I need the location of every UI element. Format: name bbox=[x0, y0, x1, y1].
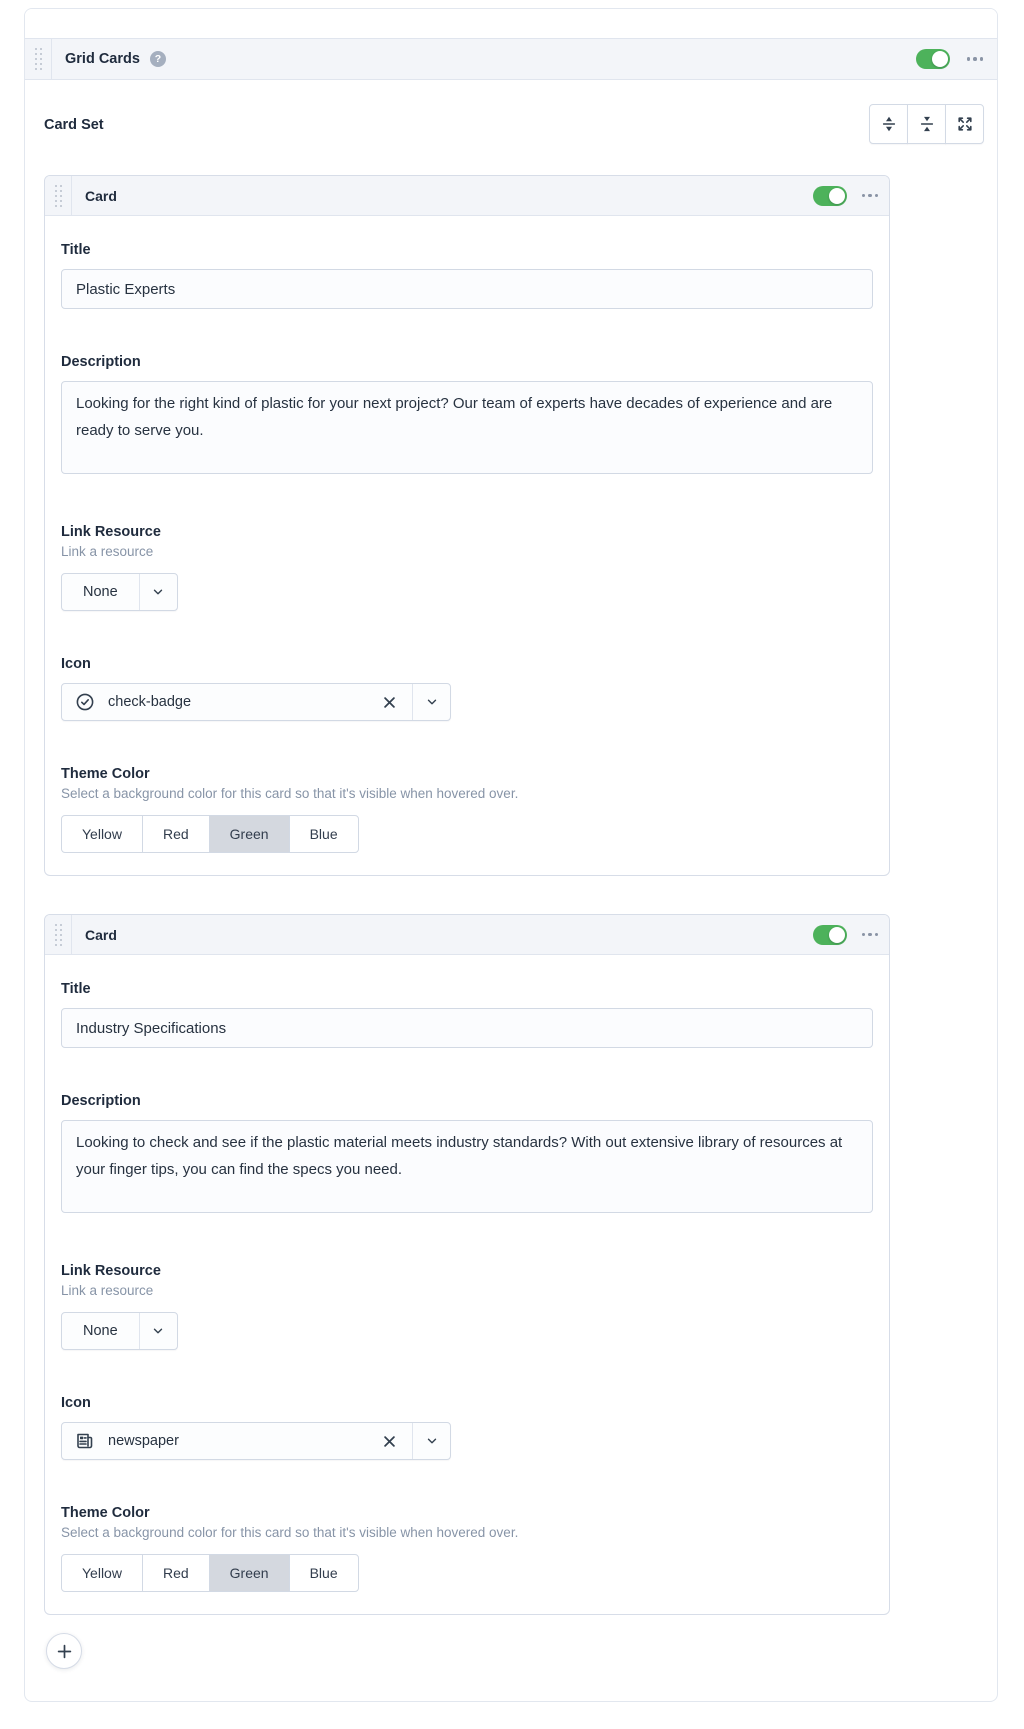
card-2-header bbox=[45, 915, 889, 955]
card-1-enabled-toggle[interactable] bbox=[813, 186, 847, 206]
link-resource-select[interactable] bbox=[61, 1312, 178, 1350]
theme-color-button-group bbox=[61, 815, 359, 853]
theme-option-green[interactable]: Green bbox=[209, 815, 290, 853]
card-2-title-label: Card bbox=[85, 926, 117, 943]
section-drag-handle[interactable] bbox=[25, 39, 52, 79]
fullscreen-button[interactable] bbox=[945, 104, 984, 144]
theme-option-blue[interactable]: Blue bbox=[289, 1554, 359, 1592]
icon-clear-button[interactable] bbox=[380, 693, 399, 712]
theme-option-yellow[interactable]: Yellow bbox=[61, 815, 143, 853]
description-textarea[interactable] bbox=[61, 1120, 873, 1213]
icon-combobox[interactable] bbox=[61, 683, 451, 721]
link-resource-selected-value: None bbox=[62, 574, 140, 610]
description-textarea[interactable] bbox=[61, 381, 873, 474]
collapse-all-icon bbox=[919, 116, 935, 132]
icon-combobox[interactable] bbox=[61, 1422, 451, 1460]
set-toolbar bbox=[869, 104, 984, 144]
check-badge-icon bbox=[75, 692, 95, 712]
card-1-header bbox=[45, 176, 889, 216]
icon-combobox-chevron-button[interactable] bbox=[413, 684, 450, 720]
link-resource-instructions: Link a resource bbox=[61, 544, 154, 559]
description-field-label: Description bbox=[61, 1093, 141, 1109]
chevron-down-icon bbox=[151, 1324, 165, 1338]
card-item-2 bbox=[44, 914, 890, 1615]
icon-selected-value: check-badge bbox=[108, 694, 192, 710]
expand-all-button[interactable] bbox=[869, 104, 908, 144]
select-chevron-button[interactable] bbox=[140, 574, 177, 610]
section-body bbox=[25, 80, 997, 1685]
theme-option-green[interactable]: Green bbox=[209, 1554, 290, 1592]
section-enabled-toggle[interactable] bbox=[916, 49, 950, 69]
icon-combobox-chevron-button[interactable] bbox=[413, 1423, 450, 1459]
help-icon[interactable]: ? bbox=[150, 51, 166, 67]
add-card-button[interactable] bbox=[46, 1633, 82, 1669]
chevron-down-icon bbox=[425, 695, 439, 709]
link-resource-field-label: Link Resource bbox=[61, 1263, 161, 1279]
theme-color-instructions: Select a background color for this card so that it's visible when hovered over. bbox=[61, 786, 519, 801]
title-input[interactable] bbox=[61, 269, 873, 309]
card-2-options-menu-icon[interactable] bbox=[862, 929, 879, 941]
icon-field-label: Icon bbox=[61, 656, 91, 672]
icon-combobox-main[interactable] bbox=[62, 684, 413, 720]
field-description bbox=[61, 1093, 873, 1218]
field-icon bbox=[61, 656, 873, 721]
field-link-resource bbox=[61, 524, 873, 611]
card-set bbox=[44, 175, 890, 1669]
theme-option-red[interactable]: Red bbox=[142, 1554, 210, 1592]
title-input[interactable] bbox=[61, 1008, 873, 1048]
card-2-enabled-toggle[interactable] bbox=[813, 925, 847, 945]
theme-option-red[interactable]: Red bbox=[142, 815, 210, 853]
publish-container bbox=[24, 8, 998, 1702]
card-set-label: Card Set bbox=[44, 117, 104, 133]
field-title bbox=[61, 242, 873, 309]
theme-color-field-label: Theme Color bbox=[61, 766, 150, 782]
section-title: Grid Cards bbox=[65, 51, 140, 67]
chevron-down-icon bbox=[151, 585, 165, 599]
title-field-label: Title bbox=[61, 981, 91, 997]
drag-dots-icon bbox=[55, 185, 62, 207]
newspaper-icon bbox=[75, 1431, 95, 1451]
link-resource-selected-value: None bbox=[62, 1313, 140, 1349]
field-theme-color bbox=[61, 1505, 873, 1592]
field-icon bbox=[61, 1395, 873, 1460]
section-header-grid-cards bbox=[25, 38, 997, 80]
icon-selected-value: newspaper bbox=[108, 1433, 179, 1449]
theme-color-field-label: Theme Color bbox=[61, 1505, 150, 1521]
theme-color-instructions: Select a background color for this card so that it's visible when hovered over. bbox=[61, 1525, 519, 1540]
link-resource-instructions: Link a resource bbox=[61, 1283, 154, 1298]
card-1-drag-handle[interactable] bbox=[45, 176, 72, 215]
icon-clear-button[interactable] bbox=[380, 1432, 399, 1451]
fullscreen-icon bbox=[957, 116, 973, 132]
description-field-label: Description bbox=[61, 354, 141, 370]
icon-field-label: Icon bbox=[61, 1395, 91, 1411]
card-1-title-label: Card bbox=[85, 187, 117, 204]
collapse-all-button[interactable] bbox=[907, 104, 946, 144]
expand-all-icon bbox=[881, 116, 897, 132]
theme-option-blue[interactable]: Blue bbox=[289, 815, 359, 853]
clear-x-icon bbox=[384, 1436, 395, 1447]
field-title bbox=[61, 981, 873, 1048]
drag-dots-icon bbox=[35, 48, 42, 70]
field-link-resource bbox=[61, 1263, 873, 1350]
chevron-down-icon bbox=[425, 1434, 439, 1448]
plus-icon bbox=[57, 1644, 72, 1659]
card-1-options-menu-icon[interactable] bbox=[862, 190, 879, 202]
section-options-menu-icon[interactable] bbox=[967, 53, 984, 65]
theme-option-yellow[interactable]: Yellow bbox=[61, 1554, 143, 1592]
theme-color-button-group bbox=[61, 1554, 359, 1592]
card-2-drag-handle[interactable] bbox=[45, 915, 72, 954]
drag-dots-icon bbox=[55, 924, 62, 946]
link-resource-select[interactable] bbox=[61, 573, 178, 611]
icon-combobox-main[interactable] bbox=[62, 1423, 413, 1459]
card-item-1 bbox=[44, 175, 890, 876]
title-field-label: Title bbox=[61, 242, 91, 258]
clear-x-icon bbox=[384, 697, 395, 708]
container-spacer bbox=[25, 9, 997, 38]
field-description bbox=[61, 354, 873, 479]
field-theme-color bbox=[61, 766, 873, 853]
select-chevron-button[interactable] bbox=[140, 1313, 177, 1349]
link-resource-field-label: Link Resource bbox=[61, 524, 161, 540]
